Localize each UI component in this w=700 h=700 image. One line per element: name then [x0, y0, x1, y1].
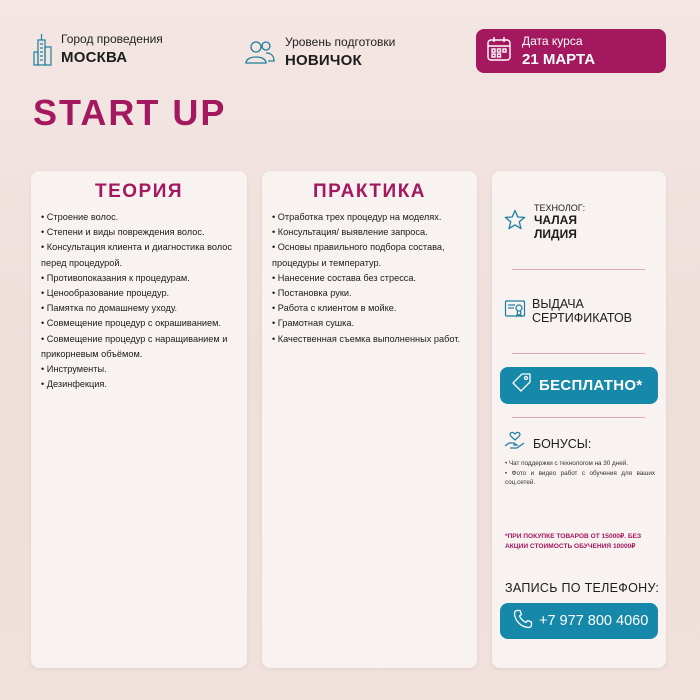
list-item: • Грамотная сушка. — [272, 316, 467, 331]
practice-list — [262, 210, 477, 347]
course-title: START UP — [33, 92, 227, 133]
level-label: Уровень подготовки — [285, 35, 396, 49]
list-item: • Инструменты. — [41, 362, 237, 377]
list-item: • Ценообразование процедур. — [41, 286, 237, 301]
certificate-icon — [504, 298, 526, 325]
divider — [512, 417, 645, 418]
list-item: • Степени и виды повреждения волос. — [41, 225, 237, 240]
bonus-block — [504, 431, 591, 456]
list-item: • Консультация/ выявление запроса. — [272, 225, 467, 240]
theory-title: ТЕОРИЯ — [94, 181, 184, 202]
list-item: • Памятка по домашнему уходу. — [41, 301, 237, 316]
technologist-name-last: ЛИДИЯ — [534, 227, 577, 241]
certificate-line-1: ВЫДАЧА — [532, 297, 584, 311]
list-item: • Основы правильного подбора состава, процедуры и температур. — [272, 240, 467, 270]
users-icon — [244, 39, 276, 65]
divider — [512, 353, 645, 354]
list-item: • Строение волос. — [41, 210, 237, 225]
list-item: • Чат поддержки с технологом на 30 дней. — [505, 459, 655, 469]
level-value: НОВИЧОК — [285, 52, 362, 69]
technologist-block — [504, 203, 585, 241]
calendar-icon — [486, 36, 512, 67]
practice-title: ПРАКТИКА — [312, 181, 427, 202]
city-label: Город проведения — [61, 32, 163, 46]
list-item: • Консультация клиента и диагностика волос перед процедурой. — [41, 240, 237, 270]
course-date-box — [476, 29, 666, 73]
hand-heart-icon — [504, 431, 526, 456]
promo-note: *ПРИ ПОКУПКЕ ТОВАРОВ ОТ 15000₽. БЕЗ АКЦИИ СТОИМОСТЬ ОБУЧЕНИЯ 10000₽ — [505, 533, 642, 550]
phone-number: +7 977 800 4060 — [539, 613, 649, 629]
date-label: Дата курса — [522, 34, 583, 48]
city-value: МОСКВА — [61, 49, 128, 66]
star-icon — [504, 209, 526, 236]
practice-card — [262, 171, 477, 668]
phone-button[interactable] — [500, 603, 658, 639]
city-buildings-icon — [33, 32, 53, 66]
list-item: • Противопоказания к процедурам. — [41, 271, 237, 286]
city-info — [33, 32, 163, 66]
theory-card — [31, 171, 247, 668]
certificate-block — [504, 297, 632, 325]
list-item: • Нанесение состава без стресса. — [272, 271, 467, 286]
date-value: 21 МАРТА — [522, 51, 596, 68]
divider — [512, 269, 645, 270]
price-tag-icon — [511, 372, 533, 399]
technologist-name-first: ЧАЛАЯ — [534, 213, 577, 227]
list-item: • Постановка руки. — [272, 286, 467, 301]
price-label: БЕСПЛАТНО* — [539, 377, 643, 394]
list-item: • Дезинфекция. — [41, 377, 237, 392]
certificate-line-2: СЕРТИФИКАТОВ — [532, 311, 633, 325]
list-item: • Совмещение процедур с окрашиванием. — [41, 316, 237, 331]
phone-label: ЗАПИСЬ ПО ТЕЛЕФОНУ: — [505, 581, 660, 595]
technologist-label: ТЕХНОЛОГ: — [534, 203, 586, 213]
theory-list — [31, 210, 247, 392]
phone-icon — [513, 609, 533, 634]
list-item: • Качественная съемка выполненных работ. — [272, 332, 467, 347]
list-item: • Отработка трех процедур на моделях. — [272, 210, 467, 225]
bonus-title: БОНУСЫ: — [533, 436, 592, 451]
list-item: • Работа с клиентом в мойке. — [272, 301, 467, 316]
bonus-list — [505, 459, 655, 488]
price-button[interactable] — [500, 367, 658, 404]
level-info — [244, 35, 395, 69]
list-item: • Совмещение процедур с наращиванием и прикорневым объёмом. — [41, 332, 237, 362]
list-item: • Фото и видео работ с обучения для ваших соц.сетей. — [505, 469, 655, 488]
